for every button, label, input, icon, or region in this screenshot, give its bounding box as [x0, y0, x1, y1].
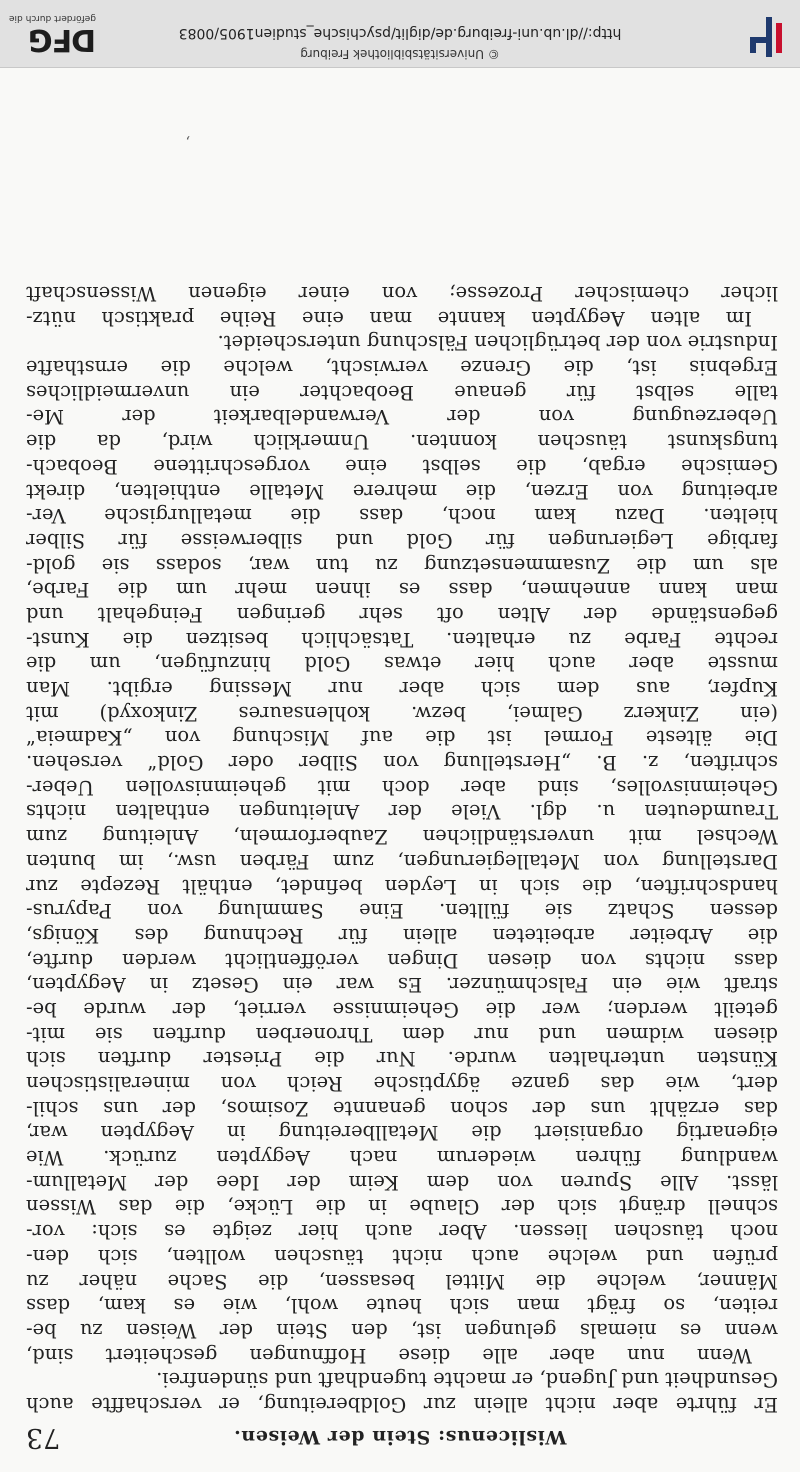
text-line: rechte Farbe zu erhalten. Tatsächlich besitzen die Kunst- — [26, 627, 778, 651]
text-line: prüfen und welche auch nicht täuschen wollten, sich den- — [26, 1244, 778, 1268]
copyright-text: © Universitätsbibliothek Freiburg — [300, 47, 500, 61]
body-text — [26, 280, 778, 1416]
source-url-link[interactable]: http://dl.ub.uni-freiburg.de/diglit/psychische_studien1905/0083 — [178, 25, 622, 41]
book-page — [0, 68, 800, 1472]
text-line: Die älteste Formel ist die auf Mischung von „Kadmeia“ — [26, 726, 778, 750]
text-line: schriften, z. B. „Herstellung von Silber oder Gold“ versehen. — [26, 751, 778, 775]
text-line: Geheimnisvolles, sind aber doch mit geheimnisvollen Ueber- — [26, 775, 778, 799]
text-line: als um die Zusammensetzung zu tun war, sodass sie gold- — [26, 553, 778, 577]
text-line: licher chemischer Prozesse; von einer eigenen Wissenschaft — [26, 282, 778, 306]
text-line: die Arbeiter arbeiteten allein für Rechnung des Königs, — [26, 923, 778, 947]
text-line: Traumdeuten u. dgl. Viele der Anleitungen enthalten nichts — [26, 800, 778, 824]
text-line: dert, wie das ganze ägyptische Reich von mineralistischen — [26, 1072, 778, 1096]
text-line: tungskunst täuschen konnten. Unmerklich wird, da die — [26, 430, 778, 454]
text-line: man kann annehmen, dass es ihnen mehr um die Farbe, — [26, 578, 778, 602]
page-number: 73 — [26, 1422, 61, 1453]
text-line: musste aber auch hier etwas Gold hinzufügen, um die — [26, 652, 778, 676]
text-line: Ueberzeugung von der Verwandelbarkeit der Me- — [26, 405, 778, 429]
text-line: eigenartig organisiert die Metallbereitung in Aegypten war, — [26, 1121, 778, 1145]
page-header — [0, 1424, 800, 1472]
text-line: hielten. Dazu kam noch, dass die metallurgische Ver- — [26, 504, 778, 528]
text-line: das erzählt uns der schon genannte Zosimos, der uns schil- — [26, 1096, 778, 1120]
text-line: Gemische ergab, die selbst eine vorgeschrittene Beobach- — [26, 454, 778, 478]
stray-mark: , — [185, 134, 190, 150]
text-line: handschriften, die sich in Leyden befindet, enthält Rezepte zur — [26, 874, 778, 898]
text-line: wandlung führen wiederum nach Aegypten zurück. Wie — [26, 1146, 778, 1170]
text-line: Ergebnis ist, die Grenze verwischt, welche die ernsthafte — [26, 356, 778, 380]
text-line: straft wie ein Falschmünzer. Es war ein Gesetz in Aegypten, — [26, 973, 778, 997]
text-line: Industrie von der betrüglichen Fälschung unterscheidet. — [217, 331, 778, 355]
text-line: farbige Legierungen für Gold und silberweisse für Silber — [26, 528, 778, 552]
text-line: Männer, welche die Mittel besassen, die Sache näher zu — [26, 1269, 778, 1293]
text-line: gegenstände der Alten oft sehr geringen Feingehalt und — [26, 603, 778, 626]
text-line: dass nichts von diesen Dingen veröffentlicht werden durfte, — [26, 948, 778, 972]
text-line: wenn es niemals gelungen ist, den Stein der Weisen zu be- — [26, 1318, 778, 1342]
text-line: diesen widmen und nur dem Thronerben durften sie mit- — [26, 1022, 778, 1046]
text-line: Darstellung von Metallegierungen, zum Färben usw., im bunten — [26, 849, 778, 873]
text-line: (ein Zinkerz Galmei, bezw. kohlensaures Zinkoxyd) mit — [26, 701, 778, 725]
text-line: Im alten Aegypten kannte man eine Reihe praktisch nütz- — [26, 306, 752, 330]
text-line: dessen Schatz sie füllten. Eine Sammlung von Papyrus- — [26, 899, 778, 923]
text-line: Künsten unterhalten wurde. Nur die Priester durften sich — [26, 1047, 778, 1071]
text-line: schnell drängt sich der Glaube in die Lücke, die das Wissen — [26, 1195, 778, 1219]
text-line: Kupfer, aus dem sich aber nur Messing ergibt. Man — [26, 677, 778, 701]
text-line: lässt. Alle Spuren von dem Keim der Idee der Metallum- — [26, 1170, 778, 1194]
text-line: geteilt werden; wer die Geheimnisse verriet, der wurde be- — [26, 998, 778, 1021]
running-title: Wislicenus: Stein der Weisen. — [233, 1426, 567, 1448]
dfg-tagline: gefördert durch die — [9, 13, 96, 23]
text-line: Wenn nun aber alle diese Hoffnungen gescheitert sind, — [26, 1343, 752, 1367]
text-line: reiten, so frägt man sich heute wohl, wie es kam, dass — [26, 1294, 778, 1318]
dfg-logo[interactable] — [10, 7, 96, 57]
text-line: Gesundheit und Jugend, er machte tugendhaft und sündenfrei. — [156, 1368, 778, 1392]
dfg-letters: DFG — [28, 22, 96, 57]
text-line: noch täuschen liessen. Aber auch hier zeigte es sich: vor- — [26, 1220, 778, 1244]
text-line: talle selbst für genaue Beobachter ein unvermeidliches — [26, 380, 778, 404]
text-line: arbeitung von Erzen, die mehrere Metalle enthielten, direkt — [26, 479, 778, 503]
text-line: Wechsel mit unverständlichen Zauberformeln, Anleitung zum — [26, 825, 778, 849]
library-footer-bar — [0, 0, 800, 68]
text-line: Er führte aber nicht allein zur Goldbereitung, er verschaffte auch — [26, 1393, 778, 1416]
